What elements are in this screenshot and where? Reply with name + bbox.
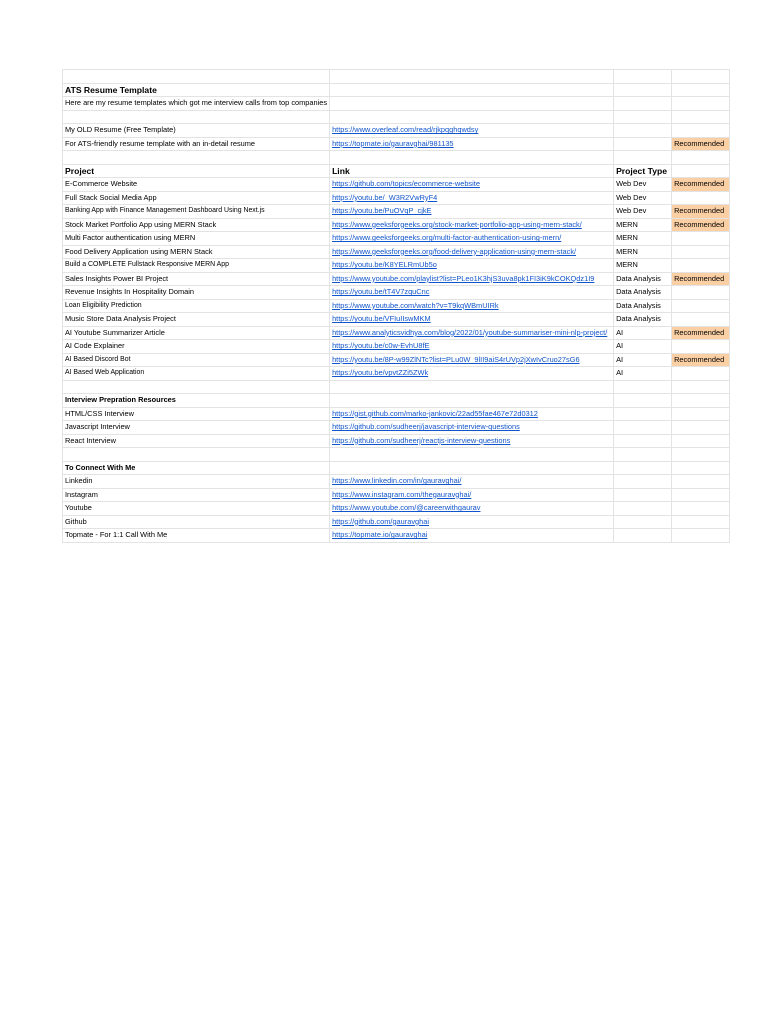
empty-cell[interactable] bbox=[614, 461, 672, 475]
spacer-row bbox=[63, 110, 730, 124]
connect-link-cell bbox=[330, 488, 614, 502]
project-row bbox=[63, 340, 730, 354]
project-link[interactable]: https://youtu.be/PuOVqP_cjkE bbox=[332, 206, 432, 216]
interview-link-cell bbox=[330, 407, 614, 421]
empty-cell[interactable] bbox=[614, 124, 672, 138]
project-header-row bbox=[63, 164, 730, 178]
project-row bbox=[63, 299, 730, 313]
recommended-badge bbox=[672, 178, 730, 192]
interview-link[interactable]: https://gist.github.com/marko-jankovic/22ad55fae467e72d0312 bbox=[332, 408, 538, 418]
interview-link[interactable]: https://github.com/sudheerj/reactjs-interview-questions bbox=[332, 435, 511, 445]
project-name: Food Delivery Application using MERN Stack bbox=[63, 245, 330, 259]
empty-cell[interactable] bbox=[614, 488, 672, 502]
interview-row bbox=[63, 407, 730, 421]
template-name: For ATS-friendly resume template with an in-detail resume bbox=[63, 137, 330, 151]
recommended-label: Recommended bbox=[674, 138, 725, 148]
project-link[interactable]: https://youtu.be/K8YELRmUb5o bbox=[332, 260, 437, 270]
project-link-cell bbox=[330, 178, 614, 192]
project-link-cell bbox=[330, 326, 614, 340]
project-type: AI bbox=[614, 353, 672, 367]
interview-row bbox=[63, 421, 730, 435]
section-heading-connect: To Connect With Me bbox=[63, 461, 330, 475]
empty-cell[interactable] bbox=[614, 529, 672, 543]
project-name: Banking App with Finance Management Dashboard Using Next.js bbox=[63, 205, 330, 219]
connect-link[interactable]: https://github.com/gauravghai bbox=[332, 516, 430, 526]
spacer-row bbox=[63, 380, 730, 394]
project-type: Data Analysis bbox=[614, 313, 672, 327]
empty-cell[interactable] bbox=[330, 380, 614, 394]
empty-cell[interactable] bbox=[672, 421, 730, 435]
empty-cell[interactable] bbox=[614, 394, 672, 408]
project-row bbox=[63, 286, 730, 300]
project-type: MERN bbox=[614, 245, 672, 259]
connect-header-row bbox=[63, 461, 730, 475]
project-link-cell bbox=[330, 191, 614, 205]
interview-link[interactable]: https://github.com/sudheerj/javascript-interview-questions bbox=[332, 422, 520, 432]
interview-row bbox=[63, 434, 730, 448]
project-type: Data Analysis bbox=[614, 299, 672, 313]
project-name: Revenue Insights In Hospitality Domain bbox=[63, 286, 330, 300]
empty-cell[interactable] bbox=[63, 380, 330, 394]
connect-link-cell bbox=[330, 529, 614, 543]
recommended-badge bbox=[672, 326, 730, 340]
project-row bbox=[63, 232, 730, 246]
empty-cell[interactable] bbox=[672, 502, 730, 516]
project-type: AI bbox=[614, 367, 672, 381]
connect-link-cell bbox=[330, 515, 614, 529]
project-name: Music Store Data Analysis Project bbox=[63, 313, 330, 327]
project-link-cell bbox=[330, 218, 614, 232]
project-name: Sales Insights Power BI Project bbox=[63, 272, 330, 286]
empty-cell[interactable] bbox=[672, 164, 730, 178]
empty-cell[interactable] bbox=[672, 313, 730, 327]
empty-cell[interactable] bbox=[330, 461, 614, 475]
recommended-label: Recommended bbox=[674, 206, 725, 216]
empty-cell[interactable] bbox=[672, 448, 730, 462]
intro-row bbox=[63, 97, 730, 111]
project-link[interactable]: https://youtu.be/_W3R2VwRyF4 bbox=[332, 192, 438, 202]
empty-cell[interactable] bbox=[63, 151, 330, 165]
project-type: MERN bbox=[614, 218, 672, 232]
project-link-cell bbox=[330, 259, 614, 273]
empty-cell[interactable] bbox=[672, 340, 730, 354]
empty-cell[interactable] bbox=[614, 434, 672, 448]
empty-cell[interactable] bbox=[672, 245, 730, 259]
project-link-cell bbox=[330, 367, 614, 381]
recommended-label: Recommended bbox=[674, 179, 725, 189]
project-name: AI Youtube Summarizer Article bbox=[63, 326, 330, 340]
empty-cell[interactable] bbox=[614, 475, 672, 489]
empty-cell[interactable] bbox=[672, 367, 730, 381]
recommended-label: Recommended bbox=[674, 327, 725, 337]
empty-cell[interactable] bbox=[614, 448, 672, 462]
empty-cell[interactable] bbox=[672, 529, 730, 543]
empty-cell[interactable] bbox=[672, 461, 730, 475]
project-row bbox=[63, 245, 730, 259]
header-project-type: Project Type bbox=[614, 164, 672, 178]
interview-link-cell bbox=[330, 421, 614, 435]
empty-cell[interactable] bbox=[614, 421, 672, 435]
template-row bbox=[63, 137, 730, 151]
empty-cell[interactable] bbox=[330, 151, 614, 165]
project-name: Build a COMPLETE Fullstack Responsive MERN App bbox=[63, 259, 330, 273]
connect-link[interactable]: https://www.linkedin.com/in/gauravghai/ bbox=[332, 476, 462, 486]
header-link: Link bbox=[330, 164, 614, 178]
template-link-cell bbox=[330, 124, 614, 138]
connect-name: Topmate - For 1:1 Call With Me bbox=[63, 529, 330, 543]
interview-name: HTML/CSS Interview bbox=[63, 407, 330, 421]
project-link[interactable]: https://www.geeksforgeeks.org/multi-factor-authentication-using-mern/ bbox=[332, 233, 562, 243]
project-name: Full Stack Social Media App bbox=[63, 191, 330, 205]
empty-cell[interactable] bbox=[672, 407, 730, 421]
project-row bbox=[63, 178, 730, 192]
intro-text: Here are my resume templates which got me interview calls from top companies bbox=[63, 97, 330, 111]
empty-cell[interactable] bbox=[672, 488, 730, 502]
project-type: MERN bbox=[614, 259, 672, 273]
connect-name: Youtube bbox=[63, 502, 330, 516]
project-link-cell bbox=[330, 245, 614, 259]
project-type: Data Analysis bbox=[614, 286, 672, 300]
project-type: Web Dev bbox=[614, 178, 672, 192]
empty-cell[interactable] bbox=[672, 475, 730, 489]
project-row bbox=[63, 272, 730, 286]
recommended-label: Recommended bbox=[674, 219, 725, 229]
template-name: My OLD Resume (Free Template) bbox=[63, 124, 330, 138]
template-link[interactable]: https://www.overleaf.com/read/rjkpqghqwdsy bbox=[332, 125, 479, 135]
project-link-cell bbox=[330, 313, 614, 327]
spacer-row bbox=[63, 70, 730, 84]
spacer-row bbox=[63, 448, 730, 462]
project-row bbox=[63, 218, 730, 232]
template-row bbox=[63, 124, 730, 138]
project-link[interactable]: https://youtu.be/8P-w99ZlNTc?list=PLu0W_9lII9aiS4rUVp2jXwIvCruo27sG6 bbox=[332, 354, 580, 364]
project-name: AI Based Web Application bbox=[63, 367, 330, 381]
connect-row bbox=[63, 515, 730, 529]
empty-cell[interactable] bbox=[672, 259, 730, 273]
recommended-badge bbox=[672, 218, 730, 232]
template-link-cell bbox=[330, 137, 614, 151]
project-row bbox=[63, 191, 730, 205]
section-heading-interview: Interview Prepration Resources bbox=[63, 394, 330, 408]
project-link[interactable]: https://youtu.be/VFIuIIswMKM bbox=[332, 314, 431, 324]
project-link-cell bbox=[330, 205, 614, 219]
project-link[interactable]: https://www.youtube.com/playlist?list=PLeo1K3hjS3uva8pk1FI3iK9kCOKQdz1I9 bbox=[332, 273, 595, 283]
project-link[interactable]: https://youtu.be/c0w-EvhU8fE bbox=[332, 341, 430, 351]
recommended-badge bbox=[672, 353, 730, 367]
project-name: AI Code Explainer bbox=[63, 340, 330, 354]
interview-name: Javascript Interview bbox=[63, 421, 330, 435]
connect-link-cell bbox=[330, 475, 614, 489]
project-link[interactable]: https://youtu.be/vpvtZZi5ZWk bbox=[332, 368, 429, 378]
project-name: AI Based Discord Bot bbox=[63, 353, 330, 367]
connect-name: Instagram bbox=[63, 488, 330, 502]
empty-cell[interactable] bbox=[672, 151, 730, 165]
empty-cell[interactable] bbox=[672, 232, 730, 246]
empty-cell[interactable] bbox=[672, 191, 730, 205]
empty-cell[interactable] bbox=[330, 394, 614, 408]
project-type: Web Dev bbox=[614, 205, 672, 219]
project-link[interactable]: https://www.analyticsvidhya.com/blog/2022/01/youtube-summariser-mini-nlp-project/ bbox=[332, 327, 608, 337]
recommended-badge bbox=[672, 205, 730, 219]
title-row bbox=[63, 83, 730, 97]
project-type: AI bbox=[614, 326, 672, 340]
project-row bbox=[63, 259, 730, 273]
project-link-cell bbox=[330, 340, 614, 354]
project-name: Loan Eligibility Prediction bbox=[63, 299, 330, 313]
project-name: Stock Market Portfolio App using MERN Stack bbox=[63, 218, 330, 232]
connect-link-cell bbox=[330, 502, 614, 516]
template-link[interactable]: https://topmate.io/gauravghai/981135 bbox=[332, 138, 454, 148]
project-link-cell bbox=[330, 272, 614, 286]
project-row bbox=[63, 353, 730, 367]
project-link-cell bbox=[330, 299, 614, 313]
project-name: E-Commerce Website bbox=[63, 178, 330, 192]
project-link-cell bbox=[330, 353, 614, 367]
connect-row bbox=[63, 488, 730, 502]
header-project: Project bbox=[63, 164, 330, 178]
empty-cell[interactable] bbox=[614, 407, 672, 421]
project-type: MERN bbox=[614, 232, 672, 246]
project-link[interactable]: https://www.geeksforgeeks.org/food-delivery-application-using-mern-stack/ bbox=[332, 246, 577, 256]
empty-cell[interactable] bbox=[672, 380, 730, 394]
project-type: Data Analysis bbox=[614, 272, 672, 286]
empty-cell[interactable] bbox=[672, 515, 730, 529]
empty-cell[interactable] bbox=[672, 394, 730, 408]
project-link[interactable]: https://www.youtube.com/watch?v=T9kqWBmUIRk bbox=[332, 300, 499, 310]
spacer-row bbox=[63, 151, 730, 165]
page-title: ATS Resume Template bbox=[63, 83, 330, 97]
recommended-label: Recommended bbox=[674, 354, 725, 364]
project-link-cell bbox=[330, 286, 614, 300]
connect-name: Github bbox=[63, 515, 330, 529]
empty-cell[interactable] bbox=[672, 124, 730, 138]
empty-cell[interactable] bbox=[614, 137, 672, 151]
project-name: Multi Factor authentication using MERN bbox=[63, 232, 330, 246]
interview-name: React Interview bbox=[63, 434, 330, 448]
project-type: Web Dev bbox=[614, 191, 672, 205]
connect-link[interactable]: https://topmate.io/gauravghai bbox=[332, 530, 428, 540]
project-link[interactable]: https://www.geeksforgeeks.org/stock-market-portfolio-app-using-mern-stack/ bbox=[332, 219, 582, 229]
empty-cell[interactable] bbox=[614, 515, 672, 529]
recommended-badge bbox=[672, 272, 730, 286]
empty-cell[interactable] bbox=[614, 380, 672, 394]
project-row bbox=[63, 367, 730, 381]
connect-link[interactable]: https://www.youtube.com/@careerwithgaurav bbox=[332, 503, 481, 513]
project-link-cell bbox=[330, 232, 614, 246]
spreadsheet-grid bbox=[62, 69, 730, 543]
project-row bbox=[63, 326, 730, 340]
connect-link[interactable]: https://www.instagram.com/thegauravghai/ bbox=[332, 489, 472, 499]
recommended-label: Recommended bbox=[674, 273, 725, 283]
recommended-badge bbox=[672, 137, 730, 151]
project-link[interactable]: https://youtu.be/tT4V7zquCnc bbox=[332, 287, 430, 297]
connect-row bbox=[63, 529, 730, 543]
empty-cell[interactable] bbox=[672, 299, 730, 313]
empty-cell[interactable] bbox=[330, 448, 614, 462]
empty-cell[interactable] bbox=[614, 151, 672, 165]
connect-name: Linkedin bbox=[63, 475, 330, 489]
project-row bbox=[63, 313, 730, 327]
connect-row bbox=[63, 475, 730, 489]
empty-cell[interactable] bbox=[614, 502, 672, 516]
empty-cell[interactable] bbox=[672, 434, 730, 448]
project-row bbox=[63, 205, 730, 219]
interview-link-cell bbox=[330, 434, 614, 448]
empty-cell[interactable] bbox=[63, 448, 330, 462]
project-link[interactable]: https://github.com/topics/ecommerce-website bbox=[332, 179, 480, 189]
connect-row bbox=[63, 502, 730, 516]
empty-cell[interactable] bbox=[672, 286, 730, 300]
project-type: AI bbox=[614, 340, 672, 354]
interview-header-row bbox=[63, 394, 730, 408]
